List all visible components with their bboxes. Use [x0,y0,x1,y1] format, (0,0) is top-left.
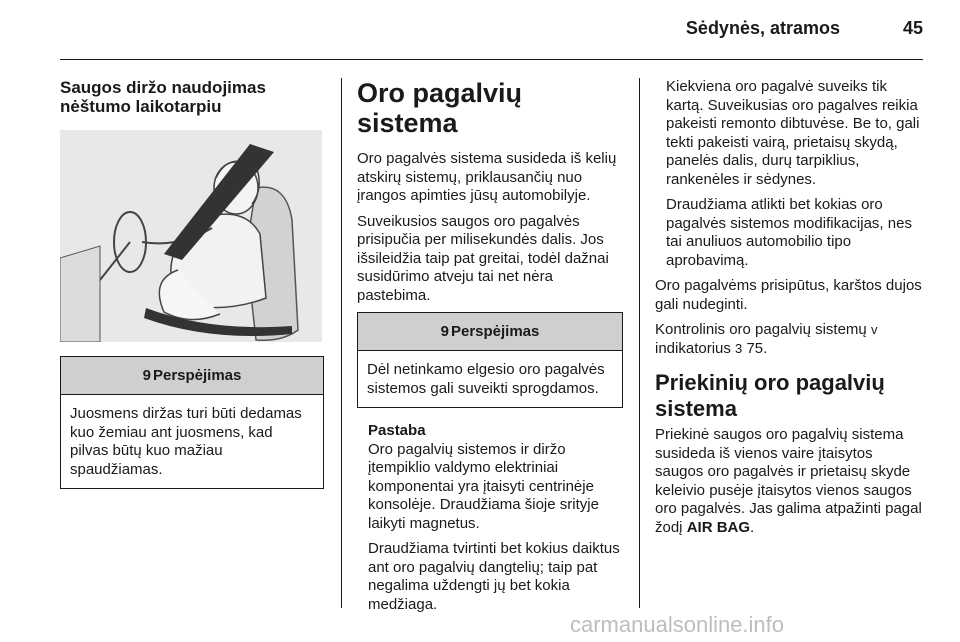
column-3 [655,78,923,544]
header-divider [60,59,923,60]
pregnant-seatbelt-illustration [60,130,322,342]
page-reference-link[interactable]: 75. [746,339,768,357]
warning-header [358,313,622,351]
running-header-title: Sėdynės, atramos [685,18,840,38]
section-heading-seatbelt-pregnancy: Saugos diržo naudojimas nėštumo laikotarpiu [60,78,266,116]
paragraph-text: Priekinė saugos oro pagalvių sistema susideda iš vienos vaire įtaisytos saugos oro pagalvės ir prietaisų skyde keleivio pusėje įtaisytos vienos saugos oro pagalvės. Jas galima atpažinti pagal žodį [655,426,922,536]
warning-icon: 9 [440,323,449,340]
warning-box [60,356,324,489]
note-paragraph: Oro pagalvių sistemos ir diržo įtempiklio valdymo elektriniai komponentai yra įtaisyti centrinėje konsolėje. Draudžiama šioje srityje laikyti magnetus. [368,440,599,532]
indented-block [655,78,923,270]
paragraph: Kiekviena oro pagalvė suveiks tik kartą. Suveikusias oro pagalves reikia pakeisti remonto dibtuvėse. Be to, gali tekti pakeisti vairą, prietaisų skydą, panelės dalis, durų tarpiklius, rankenėles ir sėdynes. [666,78,920,188]
paragraph: Suveikusios saugos oro pagalvės prisipučia per milisekundės dalis. Jos išsileidžia taip pat greitai, todėl dažnai susidūrimo atveju tai net nėra pastebima. [357,212,609,304]
section-title-airbag-system: Oro pagalvių sistema [357,78,523,138]
paragraph-indicator [655,321,923,358]
paragraph [655,426,923,537]
section-title-front-airbag: Priekinių oro pagalvių sistema [655,370,885,421]
warning-icon: 9 [142,367,151,384]
warning-title: Perspėjimas [450,323,540,340]
airbag-indicator-icon: v [870,322,878,337]
warning-text: Dėl netinkamo elgesio oro pagalvės sistemos gali suveikti sprogdamos. [367,361,605,397]
paragraph: Oro pagalvėms prisipūtus, karštos dujos gali nudeginti. [655,277,922,313]
note-paragraph: Draudžiama tvirtinti bet kokius daiktus ant oro pagalvių dangtelių; taip pat negalima uždengti jų bet kokia medžiaga. [368,540,620,613]
column-divider-left [341,78,342,608]
column-2 [357,78,623,621]
warning-box [357,312,623,408]
watermark: carmanualsonline.info [570,612,785,637]
paragraph: Draudžiama atlikti bet kokias oro pagalvės sistemos modifikacijas, nes tai anuliuos automobilio tipo aprobavimą. [666,196,912,269]
column-divider-right [639,78,640,608]
warning-header [61,357,323,395]
note-title: Pastaba [368,422,426,439]
indicator-text: Kontrolinis oro pagalvių sistemų [655,321,867,338]
airbag-label: AIR BAG [686,518,751,536]
note-block [357,422,623,614]
warning-title: Perspėjimas [152,367,242,384]
page-reference-icon: 3 [735,340,743,356]
indicator-text-2: indikatorius [655,339,731,357]
column-1 [60,78,324,503]
paragraph-end: . [750,518,755,536]
page-number: 45 [902,18,923,38]
paragraph: Oro pagalvės sistema susideda iš kelių atskirų sistemų, priklausančių nuo įrangos apimties jūsų automobilyje. [357,150,617,204]
warning-text: Juosmens diržas turi būti dedamas kuo žemiau ant juosmens, kad pilvas būtų kuo mažiau spaudžiamas. [70,405,302,478]
